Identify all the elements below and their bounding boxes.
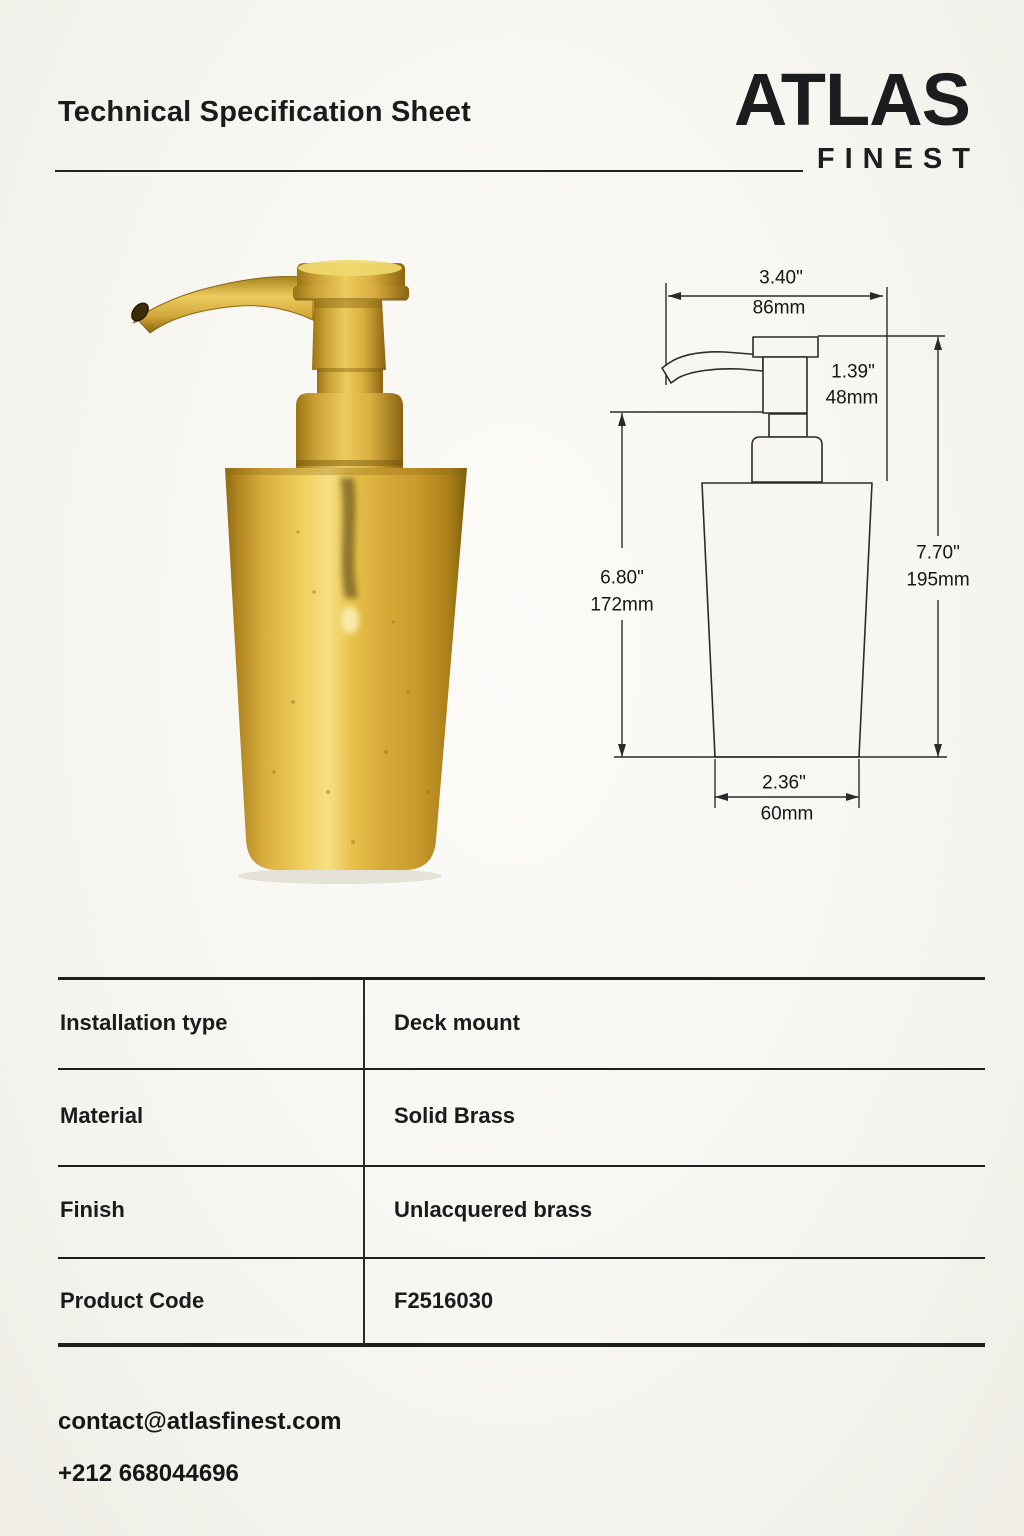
photo-pump-flange [293, 286, 409, 300]
drawing-spout [662, 352, 763, 383]
contact-phone: +212 668044696 [58, 1460, 239, 1487]
arrow-up-icon [618, 413, 626, 426]
product-photo [88, 232, 488, 902]
brand-name-secondary: FINEST [816, 143, 980, 175]
spec-table [58, 977, 985, 1347]
table-border-top [58, 977, 985, 980]
contact-email: contact@atlasfinest.com [58, 1408, 342, 1435]
dim-top-width-mm: 86mm [752, 297, 806, 319]
arrow-right-icon [846, 793, 859, 801]
table-border-bottom [58, 1343, 985, 1347]
dim-body-height-mm: 172mm [590, 594, 654, 616]
header-divider [55, 170, 803, 172]
dim-total-height-mm: 195mm [906, 569, 970, 591]
drawing-collar [752, 437, 822, 482]
dim-total-height-inches: 7.70" [916, 542, 960, 564]
arrow-right-icon [870, 292, 883, 300]
table-row-divider [58, 1257, 985, 1259]
arrow-left-icon [668, 292, 681, 300]
row-label: Material [60, 1103, 144, 1128]
table-row-divider [58, 1068, 985, 1070]
page-title: Technical Specification Sheet [58, 96, 471, 128]
drawing-pump-stem [763, 357, 807, 413]
photo-ring-seam [317, 368, 383, 372]
dim-base-width-mm: 60mm [760, 803, 814, 825]
row-value: Deck mount [394, 1010, 520, 1035]
photo-body-rim-shade [227, 468, 465, 475]
row-label: Product Code [60, 1288, 205, 1313]
photo-floor-shadow [238, 868, 442, 884]
dim-pump-height-inches: 1.39" [831, 361, 875, 383]
brand-name-primary: ATLAS [733, 58, 970, 141]
photo-body-glint [341, 606, 359, 634]
photo-pump-neck [312, 300, 386, 370]
dim-base-width-inches: 2.36" [762, 772, 806, 794]
drawing-body [702, 483, 872, 757]
photo-pump-head-top-highlight [298, 260, 402, 276]
row-value: Unlacquered brass [394, 1197, 593, 1222]
dimension-drawing [570, 248, 1020, 828]
photo-neck-shadow [314, 300, 382, 308]
table-column-divider [363, 979, 365, 1345]
table-row-divider [58, 1165, 985, 1167]
brand-logo [733, 58, 980, 175]
drawing-pump-ring [769, 414, 807, 437]
photo-spout [133, 276, 313, 333]
dim-body-height-inches: 6.80" [600, 567, 644, 589]
row-label: Finish [60, 1197, 125, 1222]
dim-pump-height-mm: 48mm [825, 387, 879, 409]
drawing-pump-cap [753, 337, 818, 357]
dim-top-width-inches: 3.40" [759, 267, 803, 289]
row-value: Solid Brass [394, 1103, 516, 1128]
arrow-up-icon [934, 337, 942, 350]
arrow-down-icon [934, 744, 942, 757]
arrow-left-icon [715, 793, 728, 801]
photo-threaded-collar [296, 393, 403, 468]
row-label: Installation type [60, 1010, 228, 1035]
photo-collar-seam [296, 460, 403, 466]
arrow-down-icon [618, 744, 626, 757]
row-value: F2516030 [394, 1288, 494, 1313]
